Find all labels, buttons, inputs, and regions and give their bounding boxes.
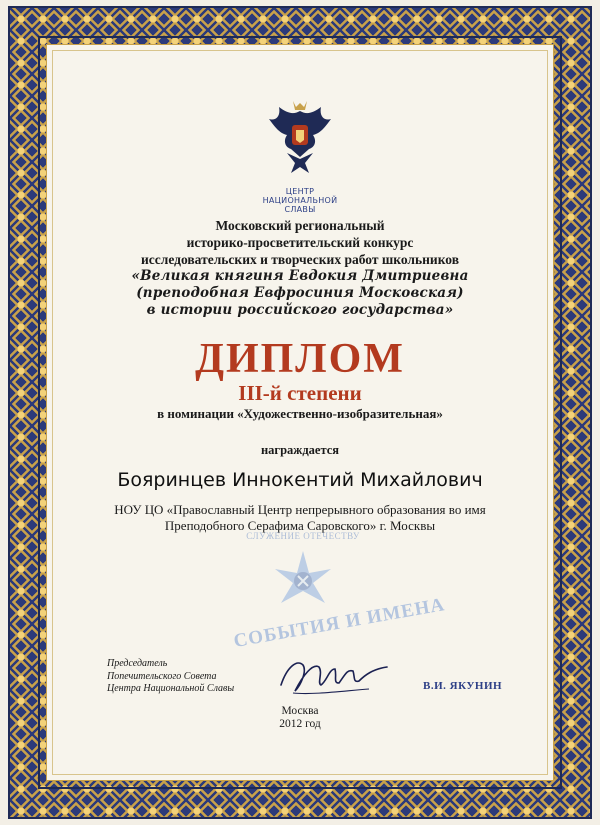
- diploma-title: ДИПЛОМ: [195, 336, 405, 382]
- watermark-top-text: СЛУЖЕНИЕ ОТЕЧЕСТВУ: [246, 531, 360, 541]
- institution-name: НОУ ЦО «Православный Центр непрерывного образования во имя Преподобного Серафима Саровского» г. Москвы: [114, 502, 486, 533]
- watermark: [232, 531, 447, 653]
- contest-name: Московский региональный историко-просветительский конкурс исследовательских и творческих работ школьников: [141, 218, 459, 267]
- contest-theme: «Великая княгиня Евдокия Дмитриевна (преподобная Евфросиния Московская) в истории российского государства»: [131, 268, 469, 318]
- diploma-degree: III-й степени: [238, 381, 362, 405]
- recipient-name: Бояринцев Иннокентий Михайлович: [117, 469, 483, 491]
- emblem-label: ЦЕНТР НАЦИОНАЛЬНОЙ СЛАВЫ: [262, 187, 338, 214]
- diploma-sheet: [46, 44, 554, 781]
- signatory-position: Председатель Попечительского Совета Центра Национальной Славы: [107, 658, 235, 694]
- double-headed-eagle-icon: [265, 97, 335, 181]
- order-star-icon: [271, 549, 335, 613]
- issue-place-date: Москва 2012 год: [279, 705, 321, 730]
- awarded-label: награждается: [260, 443, 340, 457]
- handwritten-signature-icon: [273, 645, 393, 701]
- nomination-text: в номинации «Художественно-изобразительная»: [157, 406, 443, 421]
- watermark-bottom-text: СОБЫТИЯ И ИМЕНА: [232, 594, 447, 653]
- signatory-name: В.И. ЯКУНИН: [423, 680, 503, 692]
